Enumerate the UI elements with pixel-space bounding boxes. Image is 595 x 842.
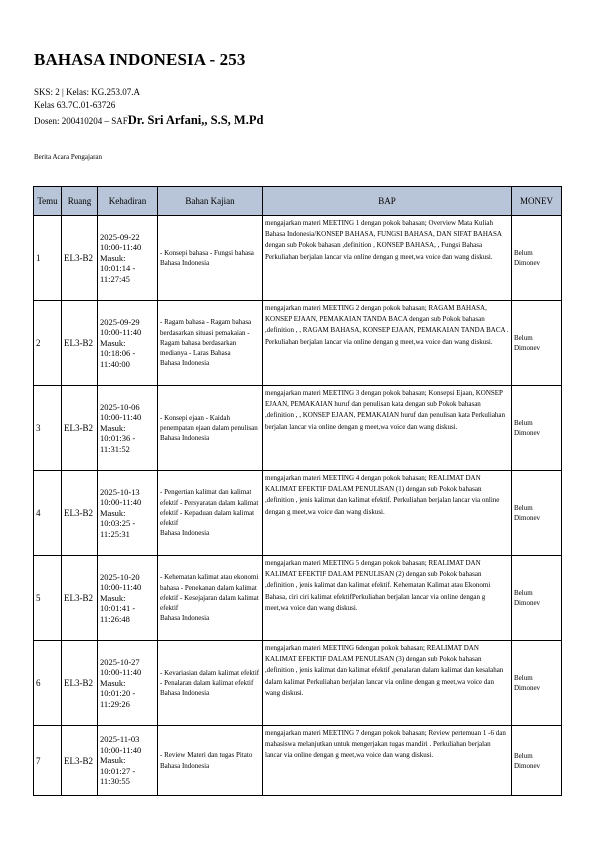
col-header-kehadiran: Kehadiran <box>98 187 158 216</box>
course-title: BAHASA INDONESIA - 253 <box>34 50 246 69</box>
monev-status: Belum Dimonev <box>512 641 562 726</box>
col-header-monev: MONEV <box>512 187 562 216</box>
attendance-date: 2025-09-29 <box>100 316 140 327</box>
study-course: Bahasa Indonesia <box>160 359 210 368</box>
study-course: Bahasa Indonesia <box>160 259 210 267</box>
room: EL3-B2 <box>62 641 98 726</box>
teaching-record-table <box>33 186 562 796</box>
study-material <box>158 216 263 301</box>
attendance <box>98 641 158 726</box>
meeting-number: 3 <box>34 386 62 471</box>
bap-description: mengajarkan materi MEETING 5 dengan pokok bahasan; REALIMAT DAN KALIMAT EFEKTIF DALAM PENULISAN (2) dengan sub Pokok bahasan ,definition , jenis kalimat dan kalimat efektif. Kehematan Kalimat atau Ekonomi Bahasa, ciri ciri kalimat efektifPerkuliahan berjalan lancar via online dengan g meet,wa voice dan wang diskusi. <box>263 556 512 641</box>
col-header-bap: BAP <box>263 187 512 216</box>
attendance <box>98 386 158 471</box>
lecturer-name: Dr. Sri Arfani,, S.S, M.Pd <box>127 113 264 127</box>
table-row <box>34 556 562 641</box>
attendance-schedule: 10:00-11:40 <box>100 744 142 755</box>
meeting-number: 6 <box>34 641 62 726</box>
room: EL3-B2 <box>62 216 98 301</box>
attendance-label: Masuk: <box>100 507 126 518</box>
lecturer-id: Dosen: 200410204 – SAF <box>34 116 128 126</box>
monev-status: Belum Dimonev <box>512 216 562 301</box>
meeting-number: 7 <box>34 726 62 796</box>
bap-description: mengajarkan materi MEETING 6dengan pokok bahasan; REALIMAT DAN KALIMAT EFEKTIF DALAM PENULISAN (3) dengan sub Pokok bahasan ,definition , jenis kalimat dan kalimat efektif ,penalaran dalam kalimat dan kesalahan dalam kalimat Perkuliahan berjalan lancar via online dengan g meet,wa voice dan wang diskusi. <box>263 641 512 726</box>
attendance-schedule: 10:00-11:40 <box>100 242 142 253</box>
study-material <box>158 471 263 556</box>
study-topics: - Pengertian kalimat dan kalimat efektif - Persyaratan dalam kalimat efektif - Kepaduan dalam kalimat efektif <box>160 488 259 528</box>
attendance-schedule: 10:00-11:40 <box>100 412 142 423</box>
study-topics: - Review Materi dan tugas Pitato <box>160 751 253 760</box>
room: EL3-B2 <box>62 386 98 471</box>
attendance-in: 10:01:27 - <box>100 765 136 776</box>
attendance-date: 2025-10-13 <box>100 486 140 497</box>
bap-description: mengajarkan materi MEETING 7 dengan pokok bahasan; Review pertemuan 1 -6 dan mahasiswa melanjutkan untuk mengerjakan tugas mandiri . Perkuliahan berjalan lancar via online dengan g meet,wa voice dan wang diskusi. <box>263 726 512 796</box>
attendance-out: 11:25:31 <box>100 528 130 539</box>
attendance-out: 11:31:52 <box>100 443 130 454</box>
table-row <box>34 216 562 301</box>
attendance-out: 11:27:45 <box>100 273 130 284</box>
study-course: Bahasa Indonesia <box>160 529 210 538</box>
lecturer-info <box>34 113 263 128</box>
attendance-in: 10:01:36 - <box>100 433 136 444</box>
monev-status: Belum Dimonev <box>512 471 562 556</box>
study-topics: - Kehematan kalimat atau ekonomi bahasa - Penekanan dalam kalimat efektif - Kesejajaran dalam kalimat efektif <box>160 573 259 613</box>
meeting-number: 5 <box>34 556 62 641</box>
table-row <box>34 471 562 556</box>
attendance-in: 10:03:25 - <box>100 518 136 529</box>
table-body <box>34 216 562 796</box>
study-topics: - Kevariasian dalam kalimat efektif - Penalaran dalam kalimat efektif <box>160 668 260 687</box>
study-material <box>158 556 263 641</box>
attendance-label: Masuk: <box>100 677 126 688</box>
table-header-row <box>34 187 562 216</box>
meeting-number: 2 <box>34 301 62 386</box>
room: EL3-B2 <box>62 301 98 386</box>
attendance-in: 10:01:41 - <box>100 603 136 614</box>
col-header-temu: Temu <box>34 187 62 216</box>
attendance-date: 2025-09-22 <box>100 231 140 242</box>
attendance-out: 11:26:48 <box>100 613 130 624</box>
attendance-schedule: 10:00-11:40 <box>100 497 142 508</box>
attendance-date: 2025-11-03 <box>100 734 140 745</box>
attendance-schedule: 10:00-11:40 <box>100 667 142 678</box>
attendance-schedule: 10:00-11:40 <box>100 582 142 593</box>
study-material <box>158 641 263 726</box>
class-code: Kelas 63.7C.01-63726 <box>34 100 116 110</box>
table-row <box>34 726 562 796</box>
meeting-number: 1 <box>34 216 62 301</box>
bap-description: mengajarkan materi MEETING 2 dengan pokok bahasan; RAGAM BAHASA, KONSEP EJAAN, PEMAKAIAN TANDA BACA dengan sub Pokok bahasan ,definition , , RAGAM BAHASA, KONSEP EJAAN, PEMAKAIAN TANDA BACA . Perkuliahan berjalan lancar via online dengan g meet,wa voice dan wang diskusi. <box>263 301 512 386</box>
attendance <box>98 216 158 301</box>
attendance-out: 11:29:26 <box>100 698 130 709</box>
attendance-label: Masuk: <box>100 755 126 766</box>
monev-status: Belum Dimonev <box>512 386 562 471</box>
study-topics: - Ragam bahasa - Ragam bahasa berdasarkan situasi pemakaian - Ragam bahasa berdasarkan medianya - Laras Bahasa <box>160 318 252 358</box>
col-header-ruang: Ruang <box>62 187 98 216</box>
monev-status: Belum Dimonev <box>512 556 562 641</box>
monev-status: Belum Dimonev <box>512 726 562 796</box>
table-row <box>34 641 562 726</box>
col-header-bahan-kajian: Bahan Kajian <box>158 187 263 216</box>
attendance-out: 11:30:55 <box>100 776 130 787</box>
section-label: Berita Acara Pengajaran <box>34 153 103 161</box>
bap-description: mengajarkan materi MEETING 4 dengan pokok bahasan; REALIMAT DAN KALIMAT EFEKTIF DALAM PENULISAN (1) dengan sub Pokok bahasan ,definition , jenis kalimat dan kalimat efektif. Perkuliahan berjalan lancar via online dengan g meet,wa voice dan wang diskusi. <box>263 471 512 556</box>
attendance-label: Masuk: <box>100 592 126 603</box>
attendance-date: 2025-10-06 <box>100 401 140 412</box>
study-topics: - Konsepi ejaan - Kaidah penempatan ejaan dalam penulisan <box>160 413 258 432</box>
study-course: Bahasa Indonesia <box>160 689 210 698</box>
attendance-date: 2025-10-27 <box>100 656 140 667</box>
attendance-in: 10:01:20 - <box>100 688 136 699</box>
bap-description: mengajarkan materi MEETING 1 dengan pokok bahasan; Overview Mata Kuliah Bahasa Indonesia/KONSEP BAHASA, FUNGSI BAHASA, DAN SIFAT BAHASA dengan sub Pokok bahasan ,definition , KONSEP BAHASA, , Fungsi Bahasa Perkuliahan berjalan lancar via online dengan g meet,wa voice dan wang diskusi. <box>263 216 512 301</box>
monev-status: Belum Dimonev <box>512 301 562 386</box>
study-course: Bahasa Indonesia <box>160 614 210 623</box>
room: EL3-B2 <box>62 471 98 556</box>
study-material <box>158 726 263 796</box>
attendance-out: 11:40:00 <box>100 358 130 369</box>
attendance <box>98 301 158 386</box>
attendance-label: Masuk: <box>100 252 126 263</box>
attendance <box>98 726 158 796</box>
study-course: Bahasa Indonesia <box>160 434 210 443</box>
attendance-date: 2025-10-20 <box>100 571 140 582</box>
table-row <box>34 386 562 471</box>
study-course: Bahasa Indonesia <box>160 761 210 770</box>
attendance <box>98 556 158 641</box>
attendance-schedule: 10:00-11:40 <box>100 327 142 338</box>
study-material <box>158 386 263 471</box>
meeting-number: 4 <box>34 471 62 556</box>
room: EL3-B2 <box>62 556 98 641</box>
room: EL3-B2 <box>62 726 98 796</box>
study-topics: - Konsepi bahasa - Fungsi bahasa <box>160 248 254 257</box>
bap-description: mengajarkan materi MEETING 3 dengan pokok bahasan; Konsepsi Ejaan, KONSEP EJAAN, PEMAKAIAN huruf dan penulisan kata dengan sub Pokok bahasan ,definition , , KONSEP EJAAN, PEMAKAIAN huruf dan penulisan kata Perkuliahan berjalan lancar via online dengan g meet,wa voice dan wang diskusi. <box>263 386 512 471</box>
attendance-label: Masuk: <box>100 422 126 433</box>
attendance-label: Masuk: <box>100 337 126 348</box>
study-material <box>158 301 263 386</box>
attendance-in: 10:18:06 - <box>100 348 136 359</box>
attendance-in: 10:01:14 - <box>100 263 136 274</box>
table-row <box>34 301 562 386</box>
attendance <box>98 471 158 556</box>
sks-class-info: SKS: 2 | Kelas: KG.253.07.A <box>34 87 141 97</box>
